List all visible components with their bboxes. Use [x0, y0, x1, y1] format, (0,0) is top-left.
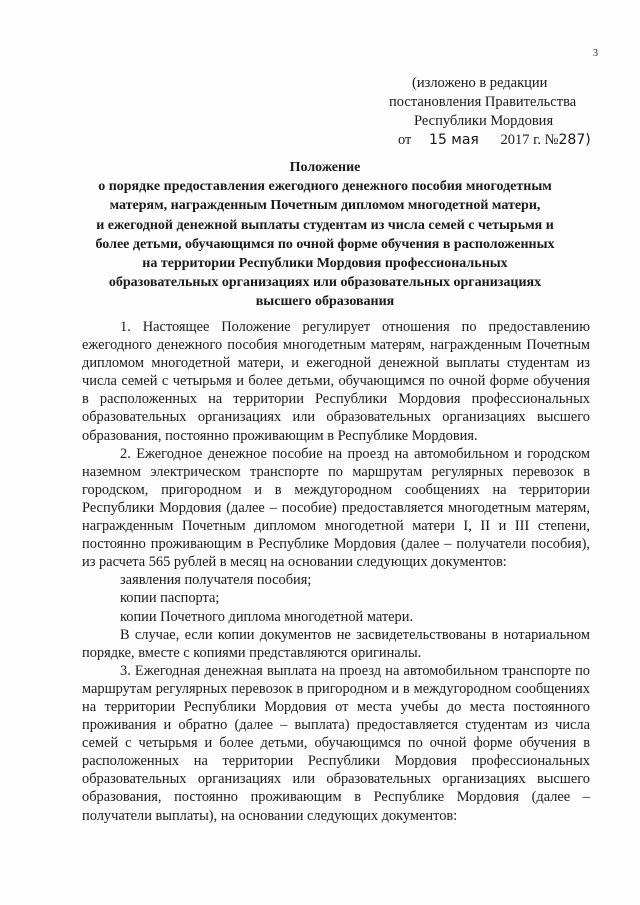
title-line-2: матерям, награжденным Почетным дипломом многодетной матери,: [109, 198, 541, 214]
title-line-3: и ежегодной денежной выплаты студентам из числа семей с четырьмя и: [96, 217, 554, 233]
title-heading: Положение: [289, 160, 361, 175]
edition-note: [388, 74, 618, 150]
edition-year: 2017 г. №: [500, 132, 559, 148]
document-title: [60, 158, 590, 312]
page-number: 3: [593, 48, 598, 59]
edition-line-1: (изложено в редакции: [412, 75, 548, 91]
title-line-6: образовательных организациях или образовательных организациях: [108, 275, 542, 291]
paragraph-4: 3. Ежегодная денежная выплата на проезд на автомобильном транспорте по маршрутам регулярных перевозок в пригородном и в междугородном сообщениях на территории Республики Мордовия от места учебы до места постоянного проживания и обратно (далее – выплата) предоставляется студентам из числа семей с четырьмя и более детьми, обучающимся по очной форме обучения в расположенных на территории Республики Мордовия профессиональных образовательных организациях или образовательных организациях высшего образования, постоянно проживающим в Республике Мордовия (далее – получатели выплаты), на основании следующих документов:: [82, 662, 590, 824]
document-body: [82, 318, 590, 825]
paragraph-3: В случае, если копии документов не засвидетельствованы в нотариальном порядке, вместе с копиями представляются оригиналы.: [82, 626, 590, 661]
list-item: заявления получателя пособия;: [120, 572, 312, 589]
paragraph-1: 1. Настоящее Положение регулирует отношения по предоставлению ежегодного денежного пособия многодетным матерям, награжденным Почетным дипломом многодетной матери, и ежегодной денежной выплаты студентам из числа семей с четырьмя и более детьми, обучающимся по очной форме обучения в расположенных на территории Республики Мордовия профессиональных образовательных организациях или образовательных организациях высшего образования, постоянно проживающим в Республике Мордовия.: [82, 319, 590, 444]
title-line-4: более детьми, обучающимся по очной форме обучения в расположенных: [95, 236, 555, 252]
edition-date: 15 мая: [429, 132, 479, 148]
title-line-1: о порядке предоставления ежегодного денежного пособия многодетным: [98, 179, 552, 195]
title-line-5: на территории Республики Мордовия профессиональных: [142, 256, 508, 272]
title-line-7: высшего образования: [255, 294, 395, 310]
edition-date-line: [388, 131, 618, 150]
paragraph-2: 2. Ежегодное денежное пособие на проезд на автомобильном и городском наземном электрическом транспорте по маршрутам регулярных перевозок в городском, пригородном и в междугородном сообщениях на территории Республики Мордовия (далее – пособие) предоставляется многодетным матерям, награжденным Почетным дипломом многодетной матери I, II и III степени, постоянно проживающим в Республике Мордовия (далее – получатели пособия), из расчета 565 рублей в месяц на основании следующих документов:: [82, 445, 590, 571]
list-item: копии паспорта;: [120, 590, 220, 607]
edition-from: от: [398, 132, 412, 148]
edition-line-3: Республики Мордовия: [414, 113, 554, 129]
edition-number: 287): [558, 132, 591, 148]
list-item: копии Почетного диплома многодетной матери.: [120, 608, 414, 625]
edition-line-2: постановления Правительства: [389, 94, 577, 110]
